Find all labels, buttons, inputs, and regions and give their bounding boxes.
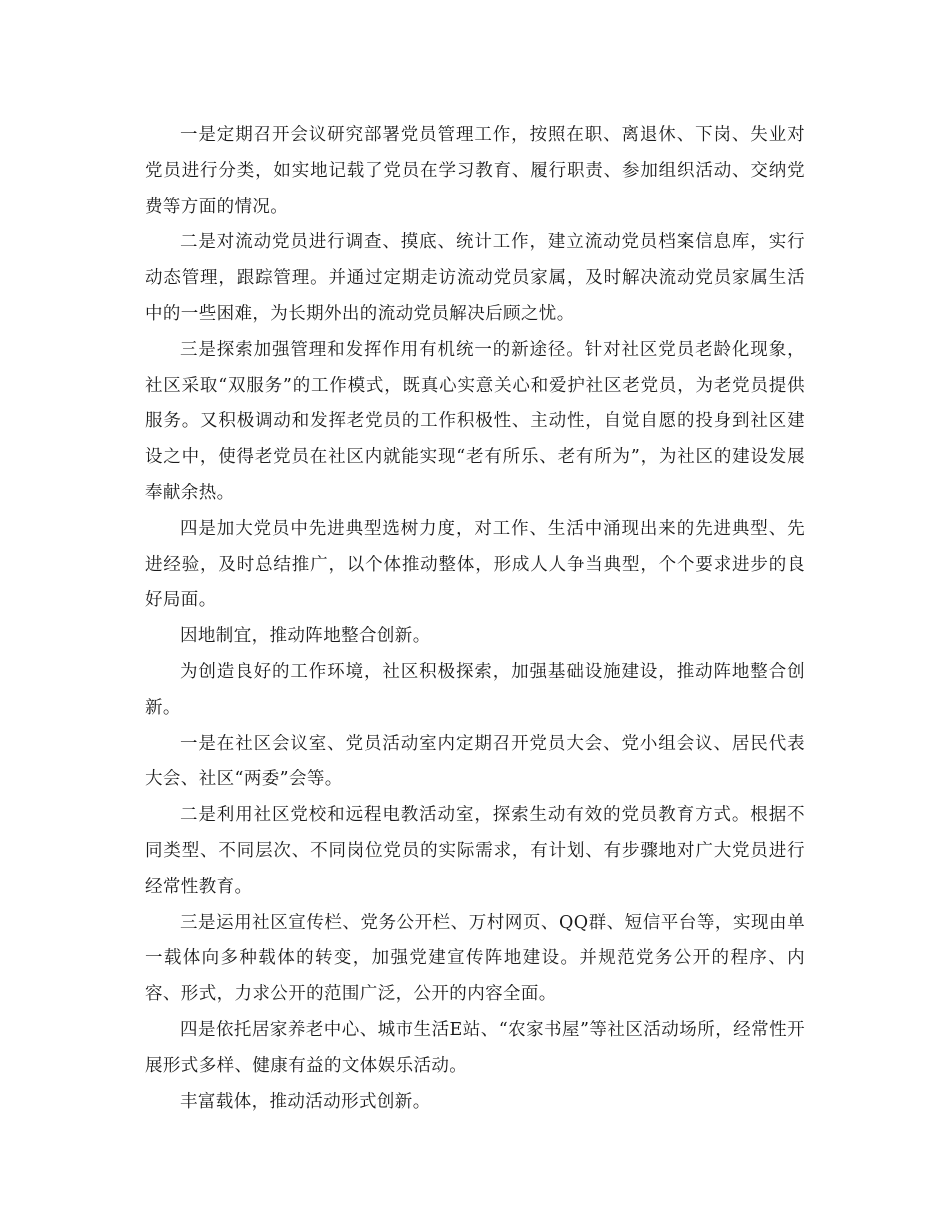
paragraph-5-heading: 因地制宜，推动阵地整合创新。 (180, 626, 431, 647)
paragraph-4: 四是加大党员中先进典型选树力度，对工作、生活中涌现出来的先进典型、先进经验，及时总结推广，以个体推动整体，形成人人争当典型，个个要求进步的良好局面。 (145, 518, 805, 611)
paragraph-2: 二是对流动党员进行调查、摸底、统计工作，建立流动党员档案信息库，实行动态管理，跟踪管理。并通过定期走访流动党员家属，及时解决流动党员家属生活中的一些困难，为长期外出的流动党员解决后顾之忧。 (145, 232, 805, 324)
paragraph-11-heading: 丰富载体，推动活动形式创新。 (180, 1091, 431, 1112)
paragraph-10: 四是依托居家养老中心、城市生活E站、“农家书屋”等社区活动场所，经常性开展形式多样、健康有益的文体娱乐活动。 (145, 1019, 805, 1076)
paragraph-3: 三是探索加强管理和发挥作用有机统一的新途径。针对社区党员老龄化现象，社区采取“双服务”的工作模式，既真心实意关心和爱护社区老党员，为老党员提供服务。又积极调动和发挥老党员的工作积极性、主动性，自觉自愿的投身到社区建设之中，使得老党员在社区内就能实现“老有所乐、老有所为”，为社区的建设发展奉献余热。 (145, 339, 805, 503)
paragraph-7: 一是在社区会议室、党员活动室内定期召开党员大会、党小组会议、居民代表大会、社区“两委”会等。 (145, 733, 805, 790)
paragraph-6: 为创造良好的工作环境，社区积极探索，加强基础设施建设，推动阵地整合创新。 (145, 661, 805, 718)
paragraph-9: 三是运用社区宣传栏、党务公开栏、万村网页、QQ群、短信平台等，实现由单一载体向多种载体的转变，加强党建宣传阵地建设。并规范党务公开的程序、内容、形式，力求公开的范围广泛，公开的内容全面。 (145, 912, 805, 1005)
paragraph-8: 二是利用社区党校和远程电教活动室，探索生动有效的党员教育方式。根据不同类型、不同层次、不同岗位党员的实际需求，有计划、有步骤地对广大党员进行经常性教育。 (145, 805, 805, 897)
document-body (145, 118, 805, 1120)
paragraph-1: 一是定期召开会议研究部署党员管理工作，按照在职、离退休、下岗、失业对党员进行分类，如实地记载了党员在学习教育、履行职责、参加组织活动、交纳党费等方面的情况。 (145, 125, 805, 217)
